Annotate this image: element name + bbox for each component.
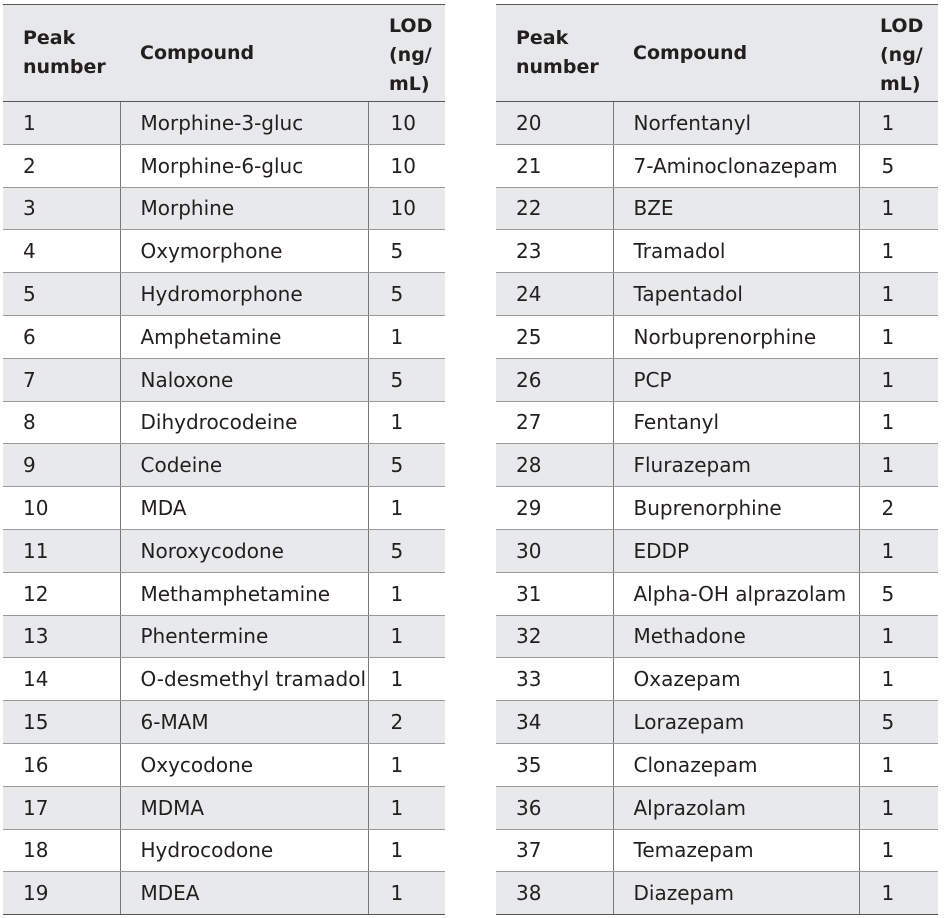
compound-cell: Oxazepam [613,658,859,701]
peak-number-cell: 34 [496,701,613,744]
compound-cell: Hydrocodone [120,829,368,872]
lod-table-left [3,4,445,915]
compound-cell: Norbuprenorphine [613,315,859,358]
compound-cell: Methamphetamine [120,572,368,615]
peak-number-cell: 3 [3,187,120,230]
lod-cell: 1 [368,872,445,915]
compound-cell: Methadone [613,615,859,658]
lod-header: LOD (ng/ mL) [368,5,445,102]
lod-cell: 1 [368,315,445,358]
compound-cell: Tapentadol [613,273,859,316]
peak-number-cell: 11 [3,529,120,572]
peak-number-cell: 8 [3,401,120,444]
lod-cell: 10 [368,102,445,145]
lod-cell: 1 [859,658,938,701]
compound-cell: Morphine [120,187,368,230]
compound-cell: Amphetamine [120,315,368,358]
peak-number-cell: 10 [3,487,120,530]
compound-cell: Buprenorphine [613,487,859,530]
table-row [3,444,445,487]
peak-number-header: Peak number [3,5,120,102]
lod-cell: 1 [859,401,938,444]
table-row [496,529,938,572]
peak-number-cell: 33 [496,658,613,701]
table-row [3,786,445,829]
table-row [3,615,445,658]
compound-cell: 7-Aminoclonazepam [613,144,859,187]
peak-number-cell: 20 [496,102,613,145]
peak-number-cell: 35 [496,743,613,786]
table-row [3,701,445,744]
peak-number-cell: 7 [3,358,120,401]
compound-cell: Tramadol [613,230,859,273]
table-row [496,572,938,615]
lod-cell: 1 [859,743,938,786]
peak-number-cell: 1 [3,102,120,145]
compound-cell: Morphine-6-gluc [120,144,368,187]
table-row [3,230,445,273]
lod-cell: 1 [859,102,938,145]
compound-header: Compound [120,5,368,102]
compound-cell: BZE [613,187,859,230]
peak-number-header: Peak number [496,5,613,102]
compound-cell: Oxymorphone [120,230,368,273]
compound-cell: EDDP [613,529,859,572]
compound-cell: Flurazepam [613,444,859,487]
table-row [3,743,445,786]
lod-cell: 1 [859,615,938,658]
table-row [496,701,938,744]
lod-cell: 10 [368,144,445,187]
lod-cell: 5 [368,273,445,316]
compound-cell: Noroxycodone [120,529,368,572]
peak-number-cell: 2 [3,144,120,187]
lod-cell: 5 [368,444,445,487]
table-row [496,615,938,658]
table-body [3,102,445,915]
peak-number-cell: 28 [496,444,613,487]
peak-number-cell: 24 [496,273,613,316]
lod-cell: 1 [368,572,445,615]
lod-cell: 5 [368,358,445,401]
lod-cell: 5 [859,144,938,187]
table-row [3,401,445,444]
compound-cell: Lorazepam [613,701,859,744]
lod-cell: 1 [859,230,938,273]
table-row [496,358,938,401]
table-row [3,187,445,230]
peak-number-cell: 14 [3,658,120,701]
peak-number-cell: 26 [496,358,613,401]
table-row [3,144,445,187]
lod-cell: 1 [859,187,938,230]
table-row [496,487,938,530]
compound-cell: Alpha-OH alprazolam [613,572,859,615]
lod-table-right [496,4,938,915]
lod-cell: 2 [368,701,445,744]
peak-number-cell: 13 [3,615,120,658]
table-row [3,658,445,701]
peak-number-cell: 18 [3,829,120,872]
table-body [496,102,938,915]
table-row [496,743,938,786]
table-row [496,872,938,915]
peak-number-cell: 9 [3,444,120,487]
peak-number-cell: 32 [496,615,613,658]
lod-cell: 5 [859,701,938,744]
lod-cell: 5 [859,572,938,615]
lod-cell: 2 [859,487,938,530]
table-row [496,187,938,230]
lod-cell: 1 [368,615,445,658]
table-row [496,444,938,487]
peak-number-cell: 17 [3,786,120,829]
table-row [3,487,445,530]
table-row [496,658,938,701]
table-row [3,829,445,872]
peak-number-cell: 27 [496,401,613,444]
header-row [496,5,938,102]
compound-cell: MDMA [120,786,368,829]
peak-number-cell: 5 [3,273,120,316]
table-row [496,315,938,358]
table-row [3,572,445,615]
lod-cell: 10 [368,187,445,230]
lod-cell: 1 [368,743,445,786]
compound-cell: Phentermine [120,615,368,658]
peak-number-cell: 15 [3,701,120,744]
compound-cell: MDEA [120,872,368,915]
table-row [496,144,938,187]
table-row [496,786,938,829]
lod-cell: 1 [859,315,938,358]
lod-cell: 1 [859,529,938,572]
compound-cell: Naloxone [120,358,368,401]
peak-number-cell: 38 [496,872,613,915]
lod-cell: 1 [368,829,445,872]
compound-cell: Hydromorphone [120,273,368,316]
lod-header: LOD (ng/ mL) [859,5,938,102]
table-row [3,529,445,572]
compound-cell: Dihydrocodeine [120,401,368,444]
peak-number-cell: 31 [496,572,613,615]
table-row [496,102,938,145]
compound-cell: PCP [613,358,859,401]
compound-cell: Morphine-3-gluc [120,102,368,145]
lod-cell: 1 [859,273,938,316]
compound-cell: 6-MAM [120,701,368,744]
compound-cell: Norfentanyl [613,102,859,145]
peak-number-cell: 12 [3,572,120,615]
peak-number-cell: 4 [3,230,120,273]
peak-number-cell: 30 [496,529,613,572]
peak-number-cell: 29 [496,487,613,530]
compound-cell: MDA [120,487,368,530]
peak-number-cell: 6 [3,315,120,358]
table-row [496,230,938,273]
lod-cell: 5 [368,230,445,273]
lod-cell: 1 [368,401,445,444]
table-row [3,273,445,316]
header-row [3,5,445,102]
compound-cell: Temazepam [613,829,859,872]
lod-cell: 1 [859,444,938,487]
compound-cell: O-desmethyl tramadol [120,658,368,701]
peak-number-cell: 36 [496,786,613,829]
peak-number-cell: 21 [496,144,613,187]
compound-cell: Diazepam [613,872,859,915]
lod-cell: 1 [368,658,445,701]
lod-cell: 1 [859,829,938,872]
peak-number-cell: 22 [496,187,613,230]
table-row [3,102,445,145]
table-row [496,273,938,316]
peak-number-cell: 19 [3,872,120,915]
table-row [496,829,938,872]
peak-number-cell: 23 [496,230,613,273]
peak-number-cell: 16 [3,743,120,786]
lod-cell: 1 [368,487,445,530]
compound-cell: Codeine [120,444,368,487]
lod-cell: 1 [859,872,938,915]
peak-number-cell: 25 [496,315,613,358]
lod-cell: 1 [368,786,445,829]
table-row [3,872,445,915]
table-row [3,358,445,401]
compound-cell: Alprazolam [613,786,859,829]
lod-cell: 1 [859,786,938,829]
table-row [496,401,938,444]
lod-cell: 5 [368,529,445,572]
peak-number-cell: 37 [496,829,613,872]
compound-cell: Clonazepam [613,743,859,786]
compound-cell: Fentanyl [613,401,859,444]
compound-header: Compound [613,5,859,102]
table-row [3,315,445,358]
lod-cell: 1 [859,358,938,401]
compound-cell: Oxycodone [120,743,368,786]
